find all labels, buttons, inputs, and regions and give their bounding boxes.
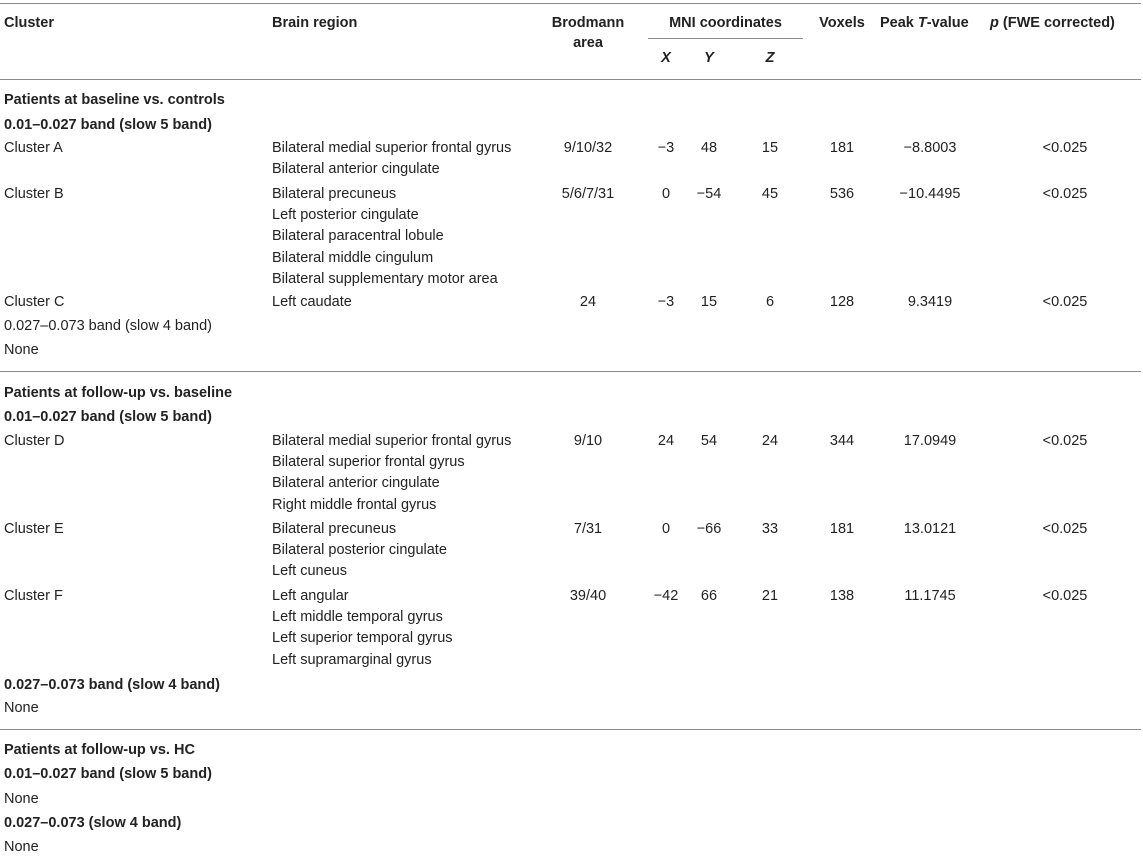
cluster-cell: Cluster F [4, 588, 63, 604]
region-line: Bilateral anterior cingulate [272, 161, 440, 178]
cluster-cell: Cluster E [4, 521, 64, 537]
header-cluster: Cluster [4, 15, 54, 31]
x-cell: 24 [657, 433, 675, 449]
band-label: 0.01–0.027 band (slow 5 band) [4, 117, 212, 133]
region-line: Left supramarginal gyrus [272, 651, 432, 668]
y-cell: 66 [700, 588, 718, 604]
region-line: Left angular [272, 588, 349, 604]
region-line: Left superior temporal gyrus [272, 630, 453, 647]
p-value-cell: <0.025 [1042, 588, 1088, 604]
region-line: Bilateral precuneus [272, 186, 397, 202]
z-cell: 24 [761, 433, 779, 449]
cluster-cell: Cluster B [4, 186, 64, 202]
region-cell [272, 184, 498, 290]
p-value-cell: <0.025 [1042, 294, 1088, 310]
z-cell: 21 [761, 588, 779, 604]
region-line: Left posterior cingulate [272, 207, 419, 224]
section-rule [0, 371, 1141, 372]
cluster-cell: Cluster D [4, 433, 65, 449]
header-brain-region: Brain region [272, 15, 358, 31]
y-cell: 15 [700, 294, 718, 310]
region-line: Left cuneus [272, 563, 347, 580]
region-line: Bilateral medial superior frontal gyrus [272, 140, 512, 156]
header-brodmann [548, 13, 628, 53]
x-cell: −3 [657, 140, 675, 156]
y-cell: −54 [696, 186, 722, 202]
t-value-cell: 17.0949 [903, 433, 957, 449]
section-title: Patients at follow-up vs. HC [4, 742, 195, 758]
region-line: Bilateral medial superior frontal gyrus [272, 433, 512, 449]
region-line: Bilateral middle cingulum [272, 249, 434, 266]
voxels-cell: 536 [829, 186, 855, 202]
band-label: 0.01–0.027 band (slow 5 band) [4, 409, 212, 425]
p-value-cell: <0.025 [1042, 140, 1088, 156]
header-brodmann-line2: area [573, 35, 603, 51]
cluster-cell: Cluster A [4, 140, 63, 156]
band-label: 0.027–0.073 band (slow 4 band) [4, 318, 212, 334]
section-title: Patients at baseline vs. controls [4, 92, 225, 108]
band-label: 0.027–0.073 (slow 4 band) [4, 815, 182, 831]
table-top-rule [0, 3, 1141, 4]
z-cell: 33 [761, 521, 779, 537]
region-cell [272, 431, 511, 516]
t-value-cell: 9.3419 [907, 294, 953, 310]
ba-cell: 39/40 [569, 588, 607, 604]
region-line: Bilateral anterior cingulate [272, 475, 440, 492]
y-cell: −66 [696, 521, 722, 537]
header-mni-coordinates: MNI coordinates [669, 15, 782, 31]
z-cell: 45 [761, 186, 779, 202]
region-line: Bilateral paracentral lobule [272, 228, 444, 245]
t-value-cell: −10.4495 [899, 186, 961, 202]
table-row [0, 138, 1141, 178]
x-cell: −42 [653, 588, 679, 604]
header-p-value: p (FWE corrected) [990, 15, 1115, 31]
region-cell [272, 138, 511, 180]
mni-underline [648, 38, 803, 39]
ba-cell: 7/31 [573, 521, 603, 537]
section-title: Patients at follow-up vs. baseline [4, 385, 233, 401]
x-cell: 0 [661, 521, 671, 537]
y-cell: 54 [700, 433, 718, 449]
t-value-cell: 11.1745 [904, 588, 956, 604]
ba-cell: 24 [579, 294, 597, 310]
table-row [0, 184, 1141, 287]
cluster-cell: Cluster C [4, 294, 65, 310]
header-z: Z [765, 50, 775, 66]
ba-cell: 9/10 [573, 433, 603, 449]
none-label: None [4, 342, 39, 358]
header-peak-t: Peak T-value [880, 15, 969, 31]
ba-cell: 9/10/32 [563, 140, 613, 156]
section-rule [0, 729, 1141, 730]
t-value-cell: −8.8003 [903, 140, 957, 156]
header-y: Y [704, 50, 714, 66]
p-value-cell: <0.025 [1042, 433, 1088, 449]
voxels-cell: 181 [829, 140, 855, 156]
region-line: Right middle frontal gyrus [272, 496, 437, 513]
table-row [0, 519, 1141, 580]
z-cell: 15 [761, 140, 779, 156]
ba-cell: 5/6/7/31 [561, 186, 615, 202]
band-label: 0.01–0.027 band (slow 5 band) [4, 766, 212, 782]
voxels-cell: 181 [829, 521, 855, 537]
p-value-cell: <0.025 [1042, 521, 1088, 537]
band-label: 0.027–0.073 band (slow 4 band) [4, 677, 220, 693]
region-line: Bilateral posterior cingulate [272, 542, 447, 559]
table-row [0, 292, 1141, 310]
region-cell [272, 586, 453, 671]
table-row [0, 586, 1141, 668]
region-cell [272, 519, 447, 583]
header-x: X [661, 50, 671, 66]
voxels-cell: 344 [829, 433, 855, 449]
none-label: None [4, 700, 39, 716]
table-row [0, 431, 1141, 513]
y-cell: 48 [700, 140, 718, 156]
none-label: None [4, 839, 39, 855]
region-line: Left caudate [272, 294, 352, 310]
none-label: None [4, 791, 39, 807]
x-cell: −3 [657, 294, 675, 310]
header-bottom-rule [0, 79, 1141, 80]
header-brodmann-line1: Brodmann [551, 15, 625, 31]
t-value-cell: 13.0121 [903, 521, 957, 537]
header-voxels: Voxels [819, 15, 865, 31]
voxels-cell: 138 [829, 588, 855, 604]
region-cell [272, 292, 352, 313]
p-value-cell: <0.025 [1042, 186, 1088, 202]
region-line: Bilateral precuneus [272, 521, 397, 537]
region-line: Bilateral supplementary motor area [272, 270, 498, 287]
region-line: Left middle temporal gyrus [272, 609, 443, 626]
x-cell: 0 [661, 186, 671, 202]
region-line: Bilateral superior frontal gyrus [272, 454, 465, 471]
z-cell: 6 [765, 294, 775, 310]
voxels-cell: 128 [829, 294, 855, 310]
